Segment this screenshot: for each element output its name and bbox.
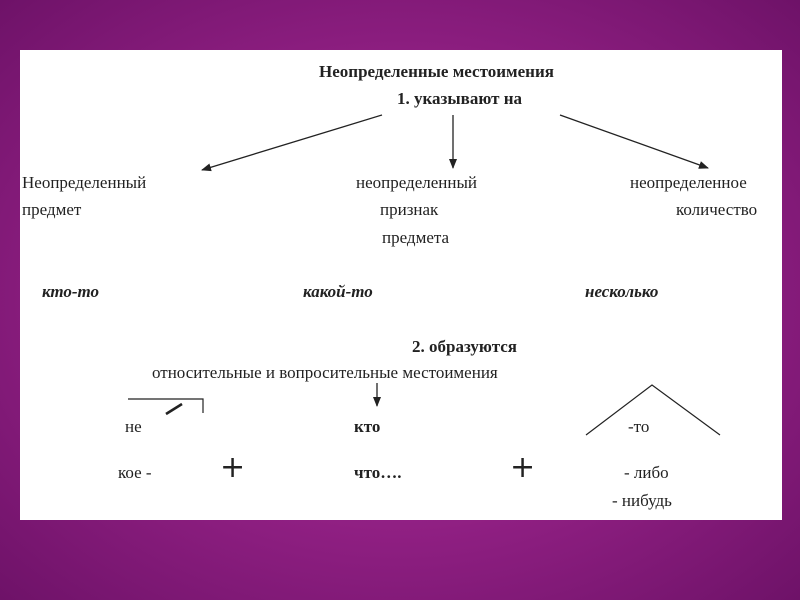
title-line-2: 1. указывают на — [397, 89, 522, 108]
prefix-ne: не — [125, 417, 142, 436]
section-2-title: 2. образуются — [412, 337, 517, 356]
category-attribute-line-1: неопределенный — [356, 173, 478, 192]
prefix-bracket — [128, 399, 203, 413]
arrow-right — [560, 115, 708, 168]
title-line-1: Неопределенные местоимения — [319, 62, 554, 81]
example-several: несколько — [585, 282, 659, 301]
diagram-slide — [20, 50, 782, 520]
suffix-wedge — [586, 385, 720, 435]
arrow-left — [202, 115, 382, 170]
suffix-to: -то — [628, 417, 650, 436]
section-2-subtitle: относительные и вопросительные местоимения — [152, 363, 498, 382]
category-attribute-line-2: признак — [380, 200, 439, 219]
example-some-kind: какой-то — [303, 282, 373, 301]
category-object-line-1: Неопределенный — [22, 173, 147, 192]
diagram-lines — [20, 50, 782, 520]
prefix-koe: кое - — [118, 463, 152, 482]
category-object-line-2: предмет — [22, 200, 82, 219]
stress-mark — [166, 404, 182, 414]
suffix-nibud: - нибудь — [612, 491, 672, 510]
plus-sign-right: + — [510, 450, 536, 485]
category-attribute-line-3: предмета — [382, 228, 450, 247]
category-quantity-line-1: неопределенное — [630, 173, 747, 192]
example-someone: кто-то — [42, 282, 100, 301]
plus-sign-left: + — [220, 450, 246, 485]
category-quantity-line-2: количество — [676, 200, 758, 219]
word-kto: кто — [354, 417, 381, 436]
suffix-libo: - либо — [624, 463, 669, 482]
word-chto: что…. — [354, 463, 402, 482]
